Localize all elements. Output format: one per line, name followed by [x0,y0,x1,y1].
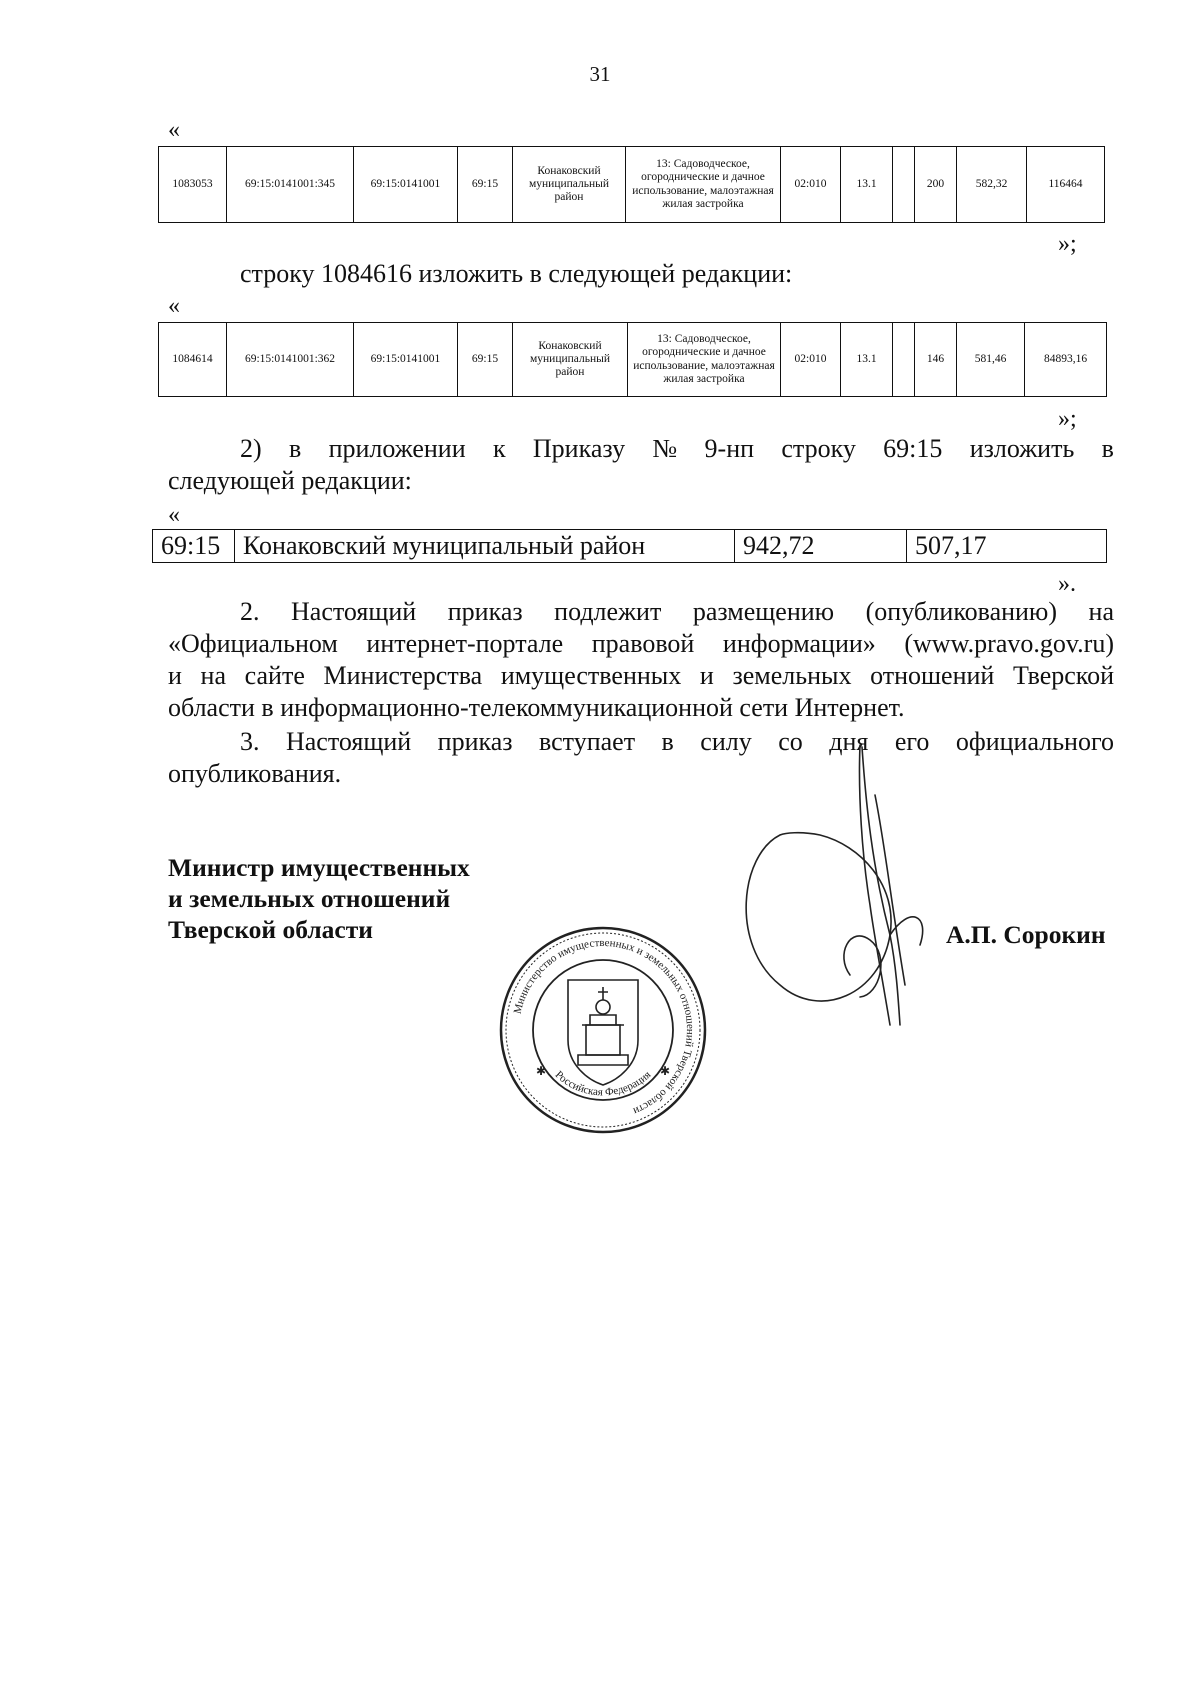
para-3 [168,726,1114,790]
table-cell: 69:15 [458,323,513,397]
signatory-title [168,852,470,945]
district-table [152,529,1107,563]
table-cell: 507,17 [907,530,1107,563]
table-cell: 942,72 [735,530,907,563]
record-table-1 [158,146,1105,223]
close-quote: »; [1058,231,1077,257]
table-row [159,323,1107,397]
open-quote: « [168,293,180,319]
open-quote: « [168,502,180,528]
word: Приказу [532,434,626,463]
para-2 [168,596,1114,724]
para-3-line: 3. Настоящий приказ вступает в силу со дня его официального [240,727,1114,756]
signatory-name: А.П. Сорокин [946,920,1106,949]
table-cell: 69:15:0141001:362 [227,323,354,397]
word: в [1101,434,1114,463]
word: в [288,434,302,463]
table-cell: 116464 [1027,147,1105,223]
word: к [492,434,506,463]
table-cell: 13: Садоводческое, огороднические и дачное использование, малоэтажная жилая застройка [626,147,781,223]
table-cell: 582,32 [957,147,1027,223]
stamp-outer-text: Министерство имущественных и земельных отношений Тверской области [511,936,697,1118]
page-number: 31 [589,62,611,86]
signatory-title-line: и земельных отношений [168,884,451,913]
table-cell: 69:15:0141001:345 [227,147,354,223]
table-cell: 581,46 [957,323,1025,397]
para-2-line: области в информационно-телекоммуникационной сети Интернет. [168,693,905,722]
table-cell: Конаковский муниципальный район [235,530,735,563]
table-cell: 1084614 [159,323,227,397]
table-cell: Конаковский муниципальный район [513,323,628,397]
word: № [652,434,678,463]
word: приложении [328,434,466,463]
table-row [153,530,1107,563]
word: 9-нп [704,434,755,463]
para-2-line: и на сайте Министерства имущественных и земельных отношений Тверской [168,661,1114,690]
item-2-line-2: следующей редакции: [168,466,412,495]
word: строку [781,434,856,463]
handwritten-signature [740,735,960,1035]
table-cell: 13.1 [841,323,893,397]
para-2-line: 2. Настоящий приказ подлежит размещению (опубликованию) на [240,597,1114,626]
coat-of-arms-icon [568,980,638,1085]
table-row [159,147,1105,223]
table-cell: 69:15:0141001 [354,323,458,397]
item-2-line-1 [168,433,1114,465]
table-cell [893,323,915,397]
item-number: 2) [240,434,262,463]
table-cell: 84893,16 [1025,323,1107,397]
para-2-line: «Официальном интернет-портале правовой информации» (www.pravo.gov.ru) [168,629,1114,658]
table-cell: 02:010 [781,147,841,223]
word: 69:15 [883,434,943,463]
para-3-line: опубликования. [168,759,342,788]
signatory-title-line: Тверской области [168,915,373,944]
table-cell: 69:15 [458,147,513,223]
close-quote: ». [1058,571,1076,597]
star-icon: ✱ [536,1064,547,1078]
signatory-title-line: Министр имущественных [168,853,470,882]
table-cell: 69:15:0141001 [354,147,458,223]
table-cell [893,147,915,223]
table-cell: 69:15 [153,530,235,563]
table-cell: 13.1 [841,147,893,223]
close-quote: »; [1058,406,1077,432]
star-icon: ✱ [660,1064,671,1078]
table-cell: 200 [915,147,957,223]
table-cell: 02:010 [781,323,841,397]
open-quote: « [168,117,180,143]
word: изложить [969,434,1075,463]
table-cell: Конаковский муниципальный район [513,147,626,223]
row-change-line: строку 1084616 изложить в следующей редакции: [240,259,793,288]
official-stamp [498,925,708,1135]
stamp-inner-text: Российская Федерация [552,1068,654,1099]
table-cell: 13: Садоводческое, огороднические и дачное использование, малоэтажная жилая застройка [628,323,781,397]
table-cell: 146 [915,323,957,397]
table-cell: 1083053 [159,147,227,223]
record-table-2 [158,322,1107,397]
